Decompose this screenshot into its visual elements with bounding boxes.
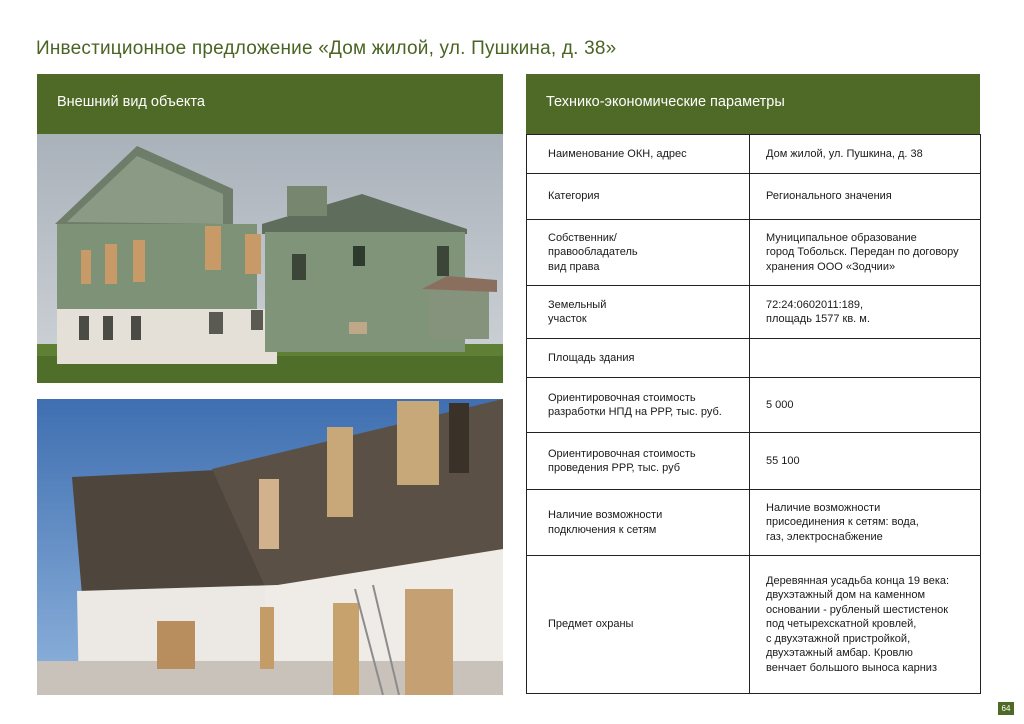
row-label: Земельный участок	[527, 286, 750, 339]
row-value: Муниципальное образование город Тобольск. Передан по договору хранения ООО «Зодчии»	[750, 220, 981, 286]
row-value: 55 100	[750, 433, 981, 490]
row-value: Деревянная усадьба конца 19 века: двухэтажный дом на каменном основании - рубленый шестистенок под четырехскатной кровлей, с двухэтажной пристройкой, двухэтажный амбар. Кровлю венчает большого выноса карниз	[750, 556, 981, 694]
row-value	[750, 339, 981, 378]
row-value: 72:24:0602011:189, площадь 1577 кв. м.	[750, 286, 981, 339]
row-label: Собственник/ правообладатель вид права	[527, 220, 750, 286]
table-row	[527, 433, 981, 490]
table-row	[527, 556, 981, 694]
page-title: Инвестиционное предложение «Дом жилой, ул. Пушкина, д. 38»	[36, 38, 617, 59]
table-row	[527, 378, 981, 433]
parameters-heading: Технико-экономические параметры	[546, 94, 785, 110]
row-label: Наличие возможности подключения к сетям	[527, 490, 750, 556]
row-value: Наличие возможности присоединения к сетям: вода, газ, электроснабжение	[750, 490, 981, 556]
row-label: Предмет охраны	[527, 556, 750, 694]
row-value: Регионального значения	[750, 174, 981, 220]
table-row	[527, 286, 981, 339]
building-corner-photo	[37, 399, 503, 695]
table-row	[527, 174, 981, 220]
table-row	[527, 220, 981, 286]
row-label: Наименование ОКН, адрес	[527, 135, 750, 174]
exterior-view-heading: Внешний вид объекта	[57, 94, 205, 110]
row-label: Категория	[527, 174, 750, 220]
row-value: Дом жилой, ул. Пушкина, д. 38	[750, 135, 981, 174]
exterior-view-header	[37, 74, 503, 134]
row-label: Ориентировочная стоимость разработки НПД на РРР, тыс. руб.	[527, 378, 750, 433]
parameters-header	[526, 74, 980, 134]
page-number: 64	[998, 702, 1014, 715]
parameters-table	[526, 134, 981, 694]
table-row	[527, 490, 981, 556]
table-row	[527, 135, 981, 174]
row-value: 5 000	[750, 378, 981, 433]
row-label: Ориентировочная стоимость проведения РРР, тыс. руб	[527, 433, 750, 490]
row-label: Площадь здания	[527, 339, 750, 378]
building-front-photo	[37, 134, 503, 383]
table-row	[527, 339, 981, 378]
